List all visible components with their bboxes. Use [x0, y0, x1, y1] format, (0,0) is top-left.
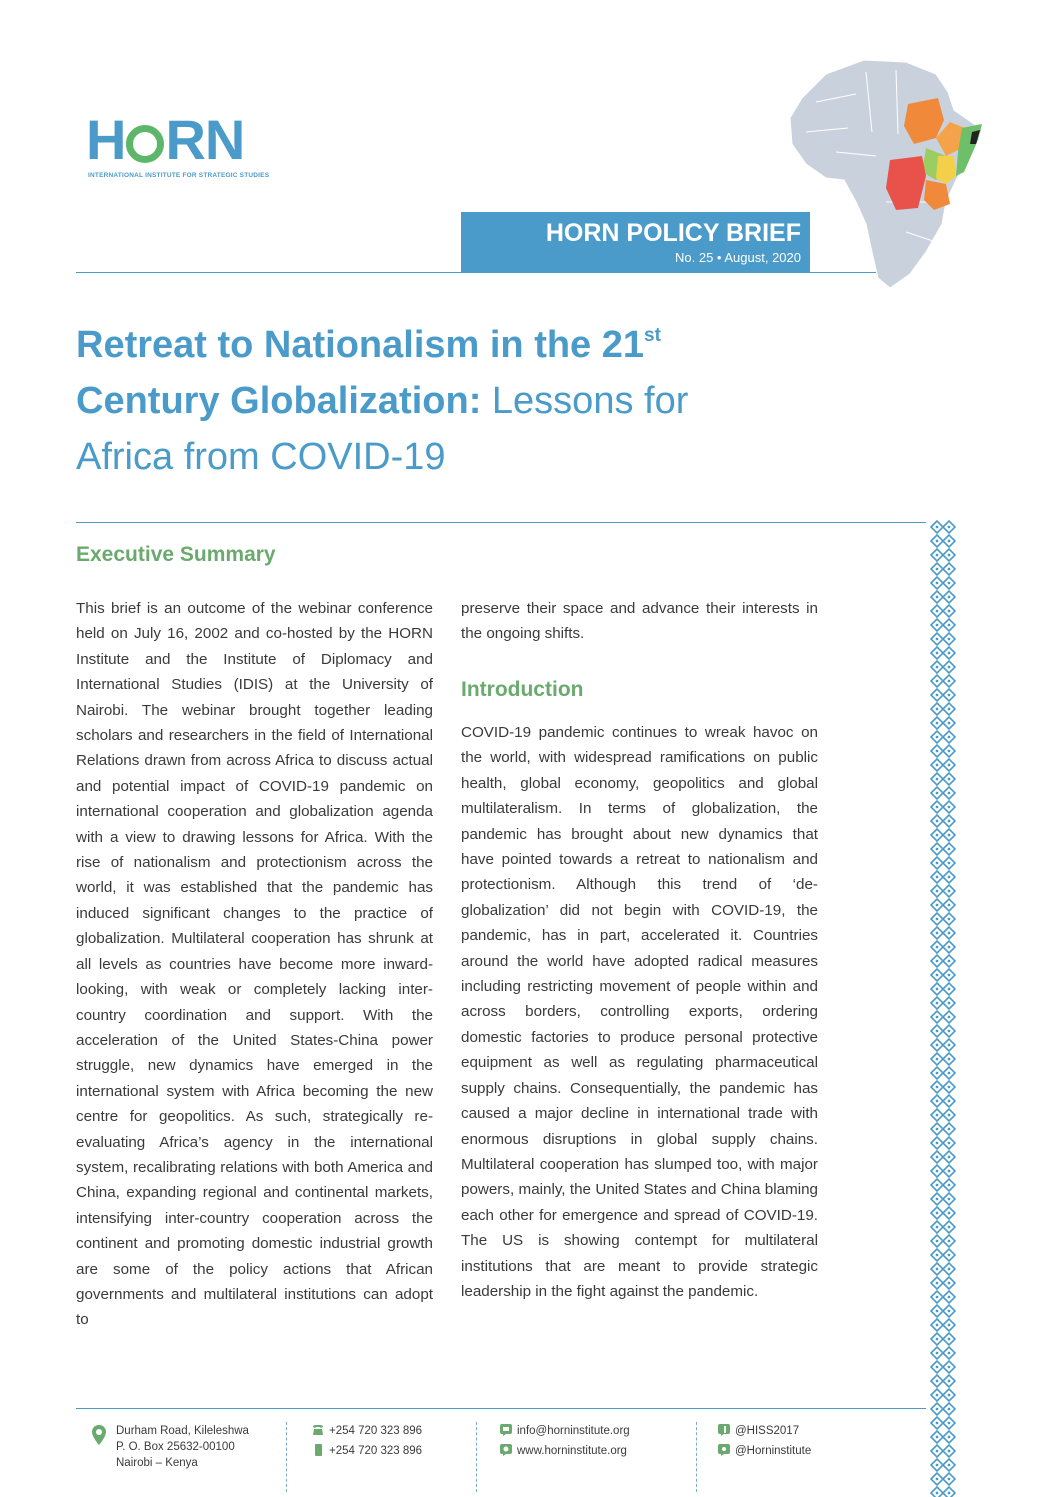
- banner-subtitle: No. 25 • August, 2020: [675, 250, 801, 265]
- location-pin-icon: [92, 1425, 106, 1445]
- footer-phones: [312, 1423, 422, 1459]
- logo-o-ring-icon: [126, 125, 164, 163]
- horn-logo: [86, 108, 270, 182]
- executive-summary-continuation: preserve their space and advance their interests in the ongoing shifts.: [461, 600, 818, 643]
- facebook-icon: [718, 1424, 730, 1436]
- footer-social: [718, 1423, 811, 1459]
- telephone-icon: [312, 1424, 324, 1436]
- title-bold-1: Retreat to Nationalism in the 21: [76, 324, 645, 366]
- footer-separator: [696, 1422, 698, 1492]
- footer-rule: [76, 1408, 926, 1409]
- africa-map-icon: [786, 52, 982, 292]
- footer-separator: [476, 1422, 478, 1492]
- title-superscript: st: [644, 325, 661, 346]
- mobile-number: +254 720 323 896: [329, 1445, 423, 1457]
- footer-web: [500, 1423, 630, 1459]
- facebook-handle[interactable]: @HISS2017: [735, 1425, 800, 1437]
- footer-separator: [286, 1422, 288, 1492]
- decorative-border-icon: [928, 520, 958, 1497]
- twitter-handle[interactable]: @Horninstitute: [735, 1445, 812, 1457]
- mobile-phone-icon: [312, 1444, 324, 1456]
- telephone-number: +254 720 323 896: [329, 1425, 423, 1437]
- email-link[interactable]: info@horninstitute.org: [517, 1425, 630, 1437]
- executive-summary-text: This brief is an outcome of the webinar conference held on July 16, 2002 and co-hosted by the HORN Institute and the Institute of Diplomacy and International Studies (IDIS) at the University of Nairobi. The webinar brought together leading scholars and researchers in the field of International Relations drawn from across Africa to discuss actual and potential impact of COVID-19 pandemic on international cooperation and globalization agenda with a view to drawing lessons for Africa. With the rise of nationalism and protectionism across the world, it was established that the pandemic has induced significant changes to the practice of globalization. Multilateral cooperation has shrunk at all levels as countries have become more inward-looking, with weak or completely lacking inter-country coordination and support. With the acceleration of the United States-China power struggle, new dynamics have emerged in the international system with Africa becoming the new centre for geopolitics. As such, strategically re-evaluating Africa’s agency in the international system, recalibrating relations with both America and China, expanding regional and continental markets, intensifying inter-country cooperation across the continent and promoting domestic industrial growth are some of the policy actions that African governments and multilateral institutions can adopt to: [76, 600, 433, 1329]
- logo-wordmark: H RN: [86, 108, 245, 171]
- footer-address: [92, 1423, 249, 1471]
- introduction-heading: Introduction: [461, 678, 584, 701]
- title-light-2: Africa from COVID-19: [76, 436, 446, 478]
- address-line-3: Nairobi – Kenya: [116, 1457, 198, 1469]
- title-light-1: Lessons for: [481, 380, 689, 422]
- title-bold-2: Century Globalization:: [76, 380, 482, 422]
- policy-brief-banner: [461, 212, 810, 272]
- address-line-2: P. O. Box 25632-00100: [116, 1441, 235, 1453]
- executive-summary-heading: Executive Summary: [76, 543, 276, 566]
- address-line-1: Durham Road, Kileleshwa: [116, 1425, 249, 1437]
- email-icon: [500, 1424, 512, 1436]
- document-title: [76, 308, 836, 485]
- introduction-text: COVID-19 pandemic continues to wreak havoc on the world, with widespread ramifications on public health, global economy, geopolitics and global multilateralism. In terms of globalization, the pandemic has brought about new dynamics that have pointed towards a retreat to nationalism and protectionism. Although this trend of ‘de-globalization’ did not begin with COVID-19, the pandemic, has in part, accelerated it. Countries around the world have adopted radical measures including restricting movement of people within and across borders, controlling exports, ordering domestic factories to produce personal protective equipment as well as regulating pharmaceutical supply chains. Consequentially, the pandemic has caused a major decline in international trade with enormous disruptions in global supply chains. Multilateral cooperation has slumped too, with major powers, mainly, the United States and China blaming each other for emergence and spread of COVID-19. The US is showing contempt for multilateral institutions that are meant to provide strategic leadership in the fight against the pandemic.: [461, 724, 818, 1300]
- website-icon: [500, 1444, 512, 1456]
- logo-tagline: INTERNATIONAL INSTITUTE FOR STRATEGIC STUDIES: [88, 172, 270, 179]
- title-divider: [76, 522, 926, 523]
- website-link[interactable]: www.horninstitute.org: [517, 1445, 627, 1457]
- banner-title: HORN POLICY BRIEF: [545, 219, 801, 247]
- twitter-icon: [718, 1444, 730, 1456]
- header-rule: [76, 272, 876, 273]
